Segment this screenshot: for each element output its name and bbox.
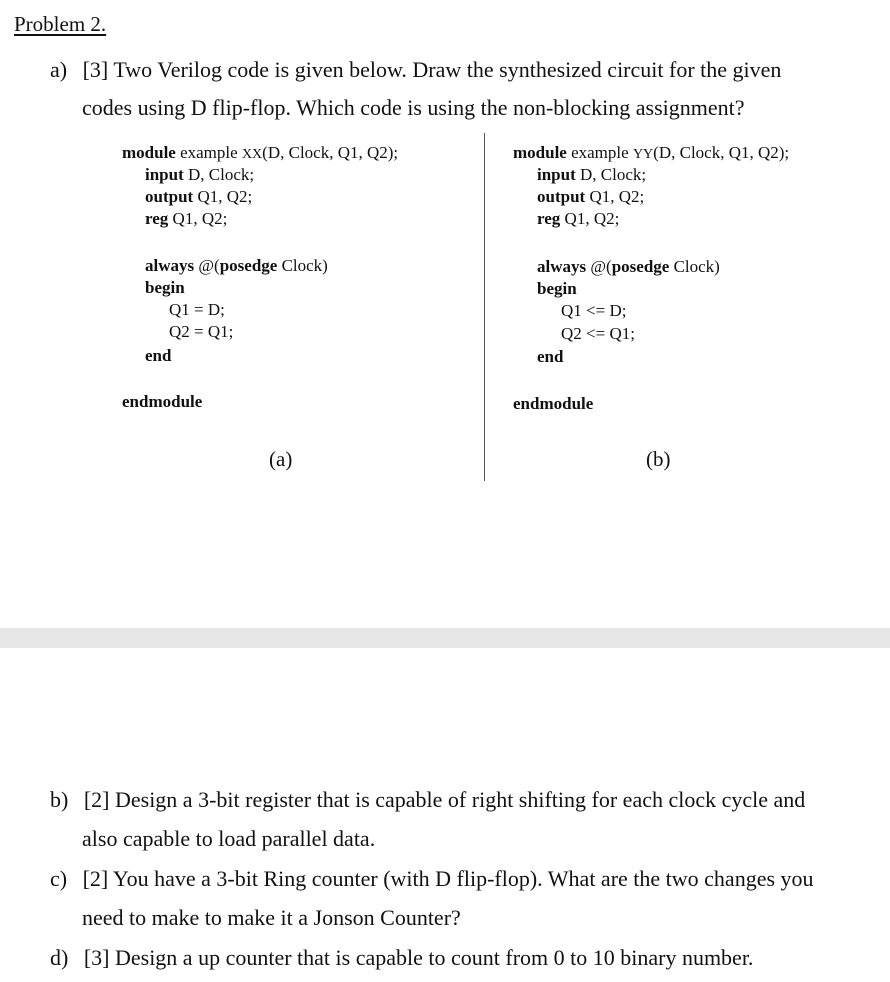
code-b-module-kw: module bbox=[513, 143, 567, 162]
code-b-posedge-rest: Clock) bbox=[673, 257, 720, 276]
code-a-reg-args: Q1, Q2; bbox=[172, 209, 228, 228]
code-b-output-line bbox=[537, 186, 644, 208]
code-b-stmt-2: Q2 <= Q1; bbox=[561, 324, 635, 343]
code-a-always-kw: always bbox=[145, 256, 195, 275]
code-b-posedge-kw: posedge bbox=[611, 257, 670, 276]
code-a-posedge-rest: Clock) bbox=[281, 256, 328, 275]
code-b-input-args: D, Clock; bbox=[580, 165, 647, 184]
code-a-output-args: Q1, Q2; bbox=[197, 187, 253, 206]
code-b-always-line bbox=[537, 256, 720, 278]
code-a-reg-line bbox=[145, 208, 227, 230]
code-column-divider bbox=[484, 133, 485, 481]
code-b-input-kw: input bbox=[537, 165, 576, 184]
code-b-end: end bbox=[537, 347, 564, 366]
page-separator bbox=[0, 628, 890, 648]
part-a-text-1: [3] Two Verilog code is given below. Draw the synthesized circuit for the given bbox=[82, 57, 782, 82]
code-a-input-line bbox=[145, 164, 254, 186]
part-a-line-1 bbox=[50, 57, 781, 83]
code-b-endmodule: endmodule bbox=[513, 394, 594, 413]
code-b-output-args: Q1, Q2; bbox=[589, 187, 645, 206]
code-a-begin: begin bbox=[145, 278, 185, 297]
code-a-posedge-kw: posedge bbox=[219, 256, 278, 275]
part-b-label: b) bbox=[50, 787, 69, 812]
part-b-text-2: also capable to load parallel data. bbox=[82, 826, 376, 851]
code-b-output-kw: output bbox=[537, 187, 586, 206]
code-b-input-line bbox=[537, 164, 646, 186]
code-b-posedge-open: @( bbox=[590, 257, 612, 276]
code-a-module-kw: module bbox=[122, 143, 176, 162]
code-a-stmt-1: Q1 = D; bbox=[169, 300, 225, 319]
code-b-always-kw: always bbox=[537, 257, 587, 276]
code-a-always-line bbox=[145, 255, 328, 277]
code-a-module-line bbox=[122, 142, 398, 166]
code-b-reg-line bbox=[537, 208, 619, 230]
part-c-text-1: [2] You have a 3-bit Ring counter (with D flip-flop). What are the two changes you bbox=[82, 866, 814, 891]
part-c-line-1 bbox=[50, 866, 814, 892]
code-a-module-name: example bbox=[180, 143, 238, 162]
code-a-module-id: XX bbox=[241, 147, 263, 162]
code-a-module-args: (D, Clock, Q1, Q2); bbox=[262, 143, 399, 162]
code-b-module-name: example bbox=[571, 143, 629, 162]
code-a-endmodule: endmodule bbox=[122, 392, 203, 411]
code-a-end: end bbox=[145, 346, 172, 365]
code-a-caption: (a) bbox=[269, 447, 293, 471]
part-c-text-2: need to make to make it a Jonson Counter? bbox=[82, 905, 461, 930]
code-b-stmt-1: Q1 <= D; bbox=[561, 301, 627, 320]
part-d-text-1: [3] Design a up counter that is capable to count from 0 to 10 binary number. bbox=[83, 945, 754, 970]
code-a-output-kw: output bbox=[145, 187, 194, 206]
part-d-line-1 bbox=[50, 945, 753, 971]
code-b-reg-args: Q1, Q2; bbox=[564, 209, 620, 228]
code-a-stmt-2: Q2 = Q1; bbox=[169, 322, 234, 341]
code-a-reg-kw: reg bbox=[145, 209, 169, 228]
code-a-input-kw: input bbox=[145, 165, 184, 184]
part-d-label: d) bbox=[50, 945, 69, 970]
code-b-begin: begin bbox=[537, 279, 577, 298]
code-b-reg-kw: reg bbox=[537, 209, 561, 228]
code-b-module-id: YY bbox=[632, 147, 654, 162]
code-a-posedge-open: @( bbox=[198, 256, 220, 275]
code-b-caption: (b) bbox=[646, 447, 671, 471]
part-b-text-1: [2] Design a 3-bit register that is capable of right shifting for each clock cycle and bbox=[83, 787, 806, 812]
part-a-text-2: codes using D flip-flop. Which code is using the non-blocking assignment? bbox=[82, 95, 745, 120]
code-a-input-args: D, Clock; bbox=[188, 165, 255, 184]
code-a-output-line bbox=[145, 186, 252, 208]
code-b-module-args: (D, Clock, Q1, Q2); bbox=[653, 143, 790, 162]
problem-title: Problem 2. bbox=[14, 12, 107, 36]
part-b-line-1 bbox=[50, 787, 805, 813]
part-a-label: a) bbox=[50, 57, 68, 82]
code-b-module-line bbox=[513, 142, 789, 166]
part-c-label: c) bbox=[50, 866, 68, 891]
